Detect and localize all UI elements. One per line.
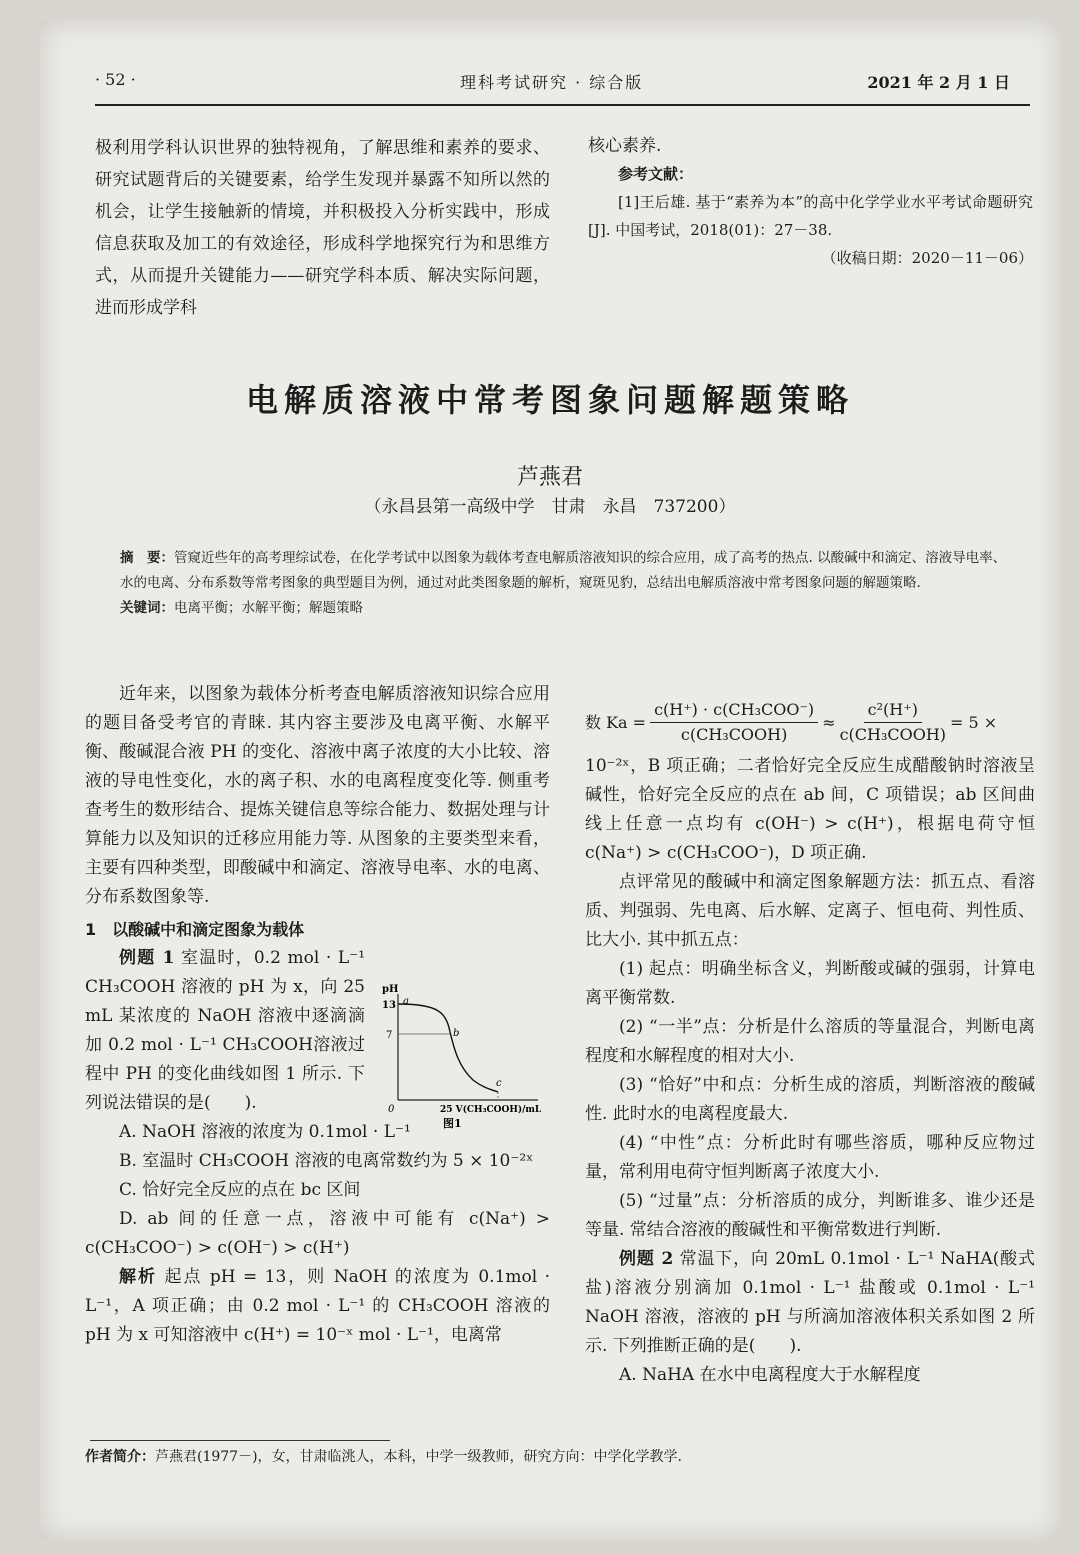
article-title: 电解质溶液中常考图象问题解题策略 bbox=[245, 381, 854, 419]
point-2: (2) “一半”点：分析是什么溶质的等量混合，判断电离程度和水解程度的相对大小. bbox=[585, 1017, 1035, 1066]
intro-paragraph: 近年来，以图象为载体分析考查电解质溶液知识综合应用的题目备受考官的青睐. 其内容主要涉及电离平衡、水解平衡、酸碱混合液 PH 的变化、溶液中离子浓度的大小比较、溶液的导电性变化，水的离子积、水的电离程度变化等. 侧重考查考生的数形结合、提炼关键信息等综合能力、数据处理与计算能力以及知识的迁移应用能力等. 从图象的主要类型来看，主要有四种类型，即酸碱中和滴定、溶液导电率、水的电离、分布系数图象等. bbox=[85, 684, 550, 907]
formula-approx: ≈ bbox=[822, 712, 836, 732]
author-bio-text: 芦燕君(1977－)，女，甘肃临洮人，本科，中学一级教师，研究方向：中学化学教学. bbox=[155, 1449, 683, 1465]
option-d: D. ab 间的任意一点，溶液中可能有 c(Na⁺) > c(CH₃COO⁻) > c(OH⁻) > c(H⁺) bbox=[85, 1209, 550, 1258]
point-4: (4) “中性”点：分析此时有哪些溶质，哪种反应物过量，常利用电荷守恒判断离子浓度大小. bbox=[585, 1133, 1035, 1182]
fraction-1 bbox=[650, 698, 818, 747]
option-a: A. NaOH 溶液的浓度为 0.1mol · L⁻¹ bbox=[119, 1122, 411, 1142]
keywords-text: 电离平衡；水解平衡；解题策略 bbox=[174, 600, 363, 616]
figure-1-caption: 图1 bbox=[443, 1117, 462, 1130]
right-paragraph-1: 10⁻²ˣ，B 项正确；二者恰好完全反应生成醋酸钠时溶液呈碱性，恰好完全反应的点在 ab 间，C 项错误；ab 区间曲线上任意一点均有 c(OH⁻) > c(H⁺)，根据电荷守恒 c(Na⁺) > c(CH₃COO⁻)，D 项正确. bbox=[585, 756, 1035, 863]
example-1 bbox=[85, 944, 365, 1118]
keywords-label: 关键词： bbox=[120, 600, 174, 616]
fraction-1-denominator: c(CH₃COOH) bbox=[680, 724, 788, 744]
references-title: 参考文献： bbox=[618, 165, 694, 183]
fraction-2 bbox=[840, 698, 946, 747]
author-bio bbox=[85, 1446, 1020, 1466]
point-3: (3) “恰好”中和点：分析生成的溶质，判断溶液的酸碱性. 此时水的电离程度最大. bbox=[585, 1075, 1035, 1124]
abstract-label: 摘 要： bbox=[120, 550, 174, 566]
prev-article-right bbox=[588, 132, 1033, 272]
issue-date: 2021 年 2 月 1 日 bbox=[867, 73, 1010, 92]
reference-1: [1]王后雄. 基于“素养为本”的高中化学学业水平考试命题研究[J]. 中国考试，2018(01)：27－38. bbox=[588, 193, 1033, 239]
right-column bbox=[585, 692, 1035, 1390]
figure-1-point-a: a bbox=[403, 996, 409, 1007]
example-2-option-a: A. NaHA 在水中电离程度大于水解程度 bbox=[619, 1365, 921, 1385]
author-bio-label: 作者简介： bbox=[85, 1449, 155, 1465]
analysis bbox=[85, 1263, 550, 1350]
figure-1 bbox=[378, 982, 548, 1132]
figure-1-tick-13: 13 bbox=[382, 1000, 396, 1011]
article-author: 芦燕君 bbox=[516, 465, 583, 490]
abstract-text: 管窥近些年的高考理综试卷，在化学考试中以图象为载体考查电解质溶液知识的综合应用，成了高考的热点. 以酸碱中和滴定、溶液导电率、水的电离、分布系数等常考图象的典型题目为例，通过对此类图象题的解析，窥斑见豹，总结出电解质溶液中常考图象问题的解题策略. bbox=[120, 550, 1007, 591]
prev-article-end: 核心素养. bbox=[588, 136, 662, 156]
example-2-text: 常温下，向 20mL 0.1mol · L⁻¹ NaHA(酸式盐)溶液分别滴加 0.1mol · L⁻¹ 盐酸或 0.1mol · L⁻¹ NaOH 溶液，溶液的 pH 与所滴加溶液体积关系如图 2 所示. 下列推断正确的是( ). bbox=[585, 1249, 1035, 1356]
footer-rule bbox=[90, 1440, 390, 1441]
header-rule bbox=[95, 104, 1030, 106]
analysis-label: 解析 bbox=[119, 1267, 158, 1287]
option-b: B. 室温时 CH₃COOH 溶液的电离常数约为 5 × 10⁻²ˣ bbox=[119, 1151, 534, 1171]
figure-1-point-c: c bbox=[496, 1078, 502, 1089]
fraction-2-numerator: c²(H⁺) bbox=[864, 698, 922, 723]
keywords bbox=[120, 596, 1010, 621]
point-1: (1) 起点：明确坐标含义，判断酸或碱的强弱，计算电离平衡常数. bbox=[585, 959, 1035, 1008]
example-1-text: 室温时，0.2 mol · L⁻¹ CH₃COOH 溶液的 pH 为 x，向 25 mL 某浓度的 NaOH 溶液中逐滴滴加 0.2 mol · L⁻¹ CH₃COOH溶液过程中 PH 的变化曲线如图 1 所示. 下列说法错误的是( ). bbox=[85, 948, 366, 1113]
prev-article-left bbox=[95, 132, 550, 324]
journal-page bbox=[40, 20, 1060, 1540]
figure-1-origin: 0 bbox=[388, 1104, 395, 1115]
abstract bbox=[120, 546, 1010, 596]
figure-1-curve bbox=[398, 1004, 498, 1092]
figure-1-point-b: b bbox=[453, 1028, 460, 1039]
figure-1-y-label: pH bbox=[382, 984, 399, 995]
formula-result: = 5 × bbox=[950, 712, 998, 732]
prev-article-text: 极利用学科认识世界的独特视角，了解思维和素养的要求、研究试题背后的关键要素，给学生发现并暴露不知所以然的机会，让学生接触新的情境，并积极投入分析实践中，形成信息获取及加工的有效途径，形成科学地探究行为和思维方式，从而提升关键能力——研究学科本质、解决实际问题，进而形成学科 bbox=[95, 138, 550, 318]
received-date: （收稿日期：2020－11－06） bbox=[821, 249, 1033, 267]
example-1-label: 例题 1 bbox=[119, 948, 175, 968]
example-2-label: 例题 2 bbox=[619, 1249, 674, 1269]
fraction-1-numerator: c(H⁺) · c(CH₃COO⁻) bbox=[650, 698, 818, 723]
ka-formula bbox=[585, 692, 1035, 752]
figure-1-x-label: 25 V(CH₃COOH)/mL bbox=[440, 1105, 542, 1115]
section-1-heading: 1 以酸碱中和滴定图象为载体 bbox=[85, 920, 305, 939]
author-affiliation: （永昌县第一高级中学 甘肃 永昌 737200） bbox=[364, 497, 736, 517]
point-5: (5) “过量”点：分析溶质的成分，判断谁多、谁少还是等量. 常结合溶液的酸碱性和平衡常数进行判断. bbox=[585, 1191, 1035, 1240]
abstract-block bbox=[120, 546, 1010, 621]
page-number: · 52 · bbox=[95, 70, 136, 89]
figure-1-tick-7: 7 bbox=[386, 1030, 393, 1041]
formula-prefix: 数 Ka = bbox=[585, 712, 647, 732]
comment-paragraph: 点评常见的酸碱中和滴定图象解题方法：抓五点、看溶质、判强弱、先电离、后水解、定离子、恒电荷、判性质、比大小. 其中抓五点： bbox=[585, 872, 1035, 950]
analysis-text: 起点 pH = 13，则 NaOH 的浓度为 0.1mol · L⁻¹，A 项正确；由 0.2 mol · L⁻¹ 的 CH₃COOH 溶液的 pH 为 x 可知溶液中 c(H⁺) = 10⁻ˣ mol · L⁻¹，电离常 bbox=[85, 1267, 551, 1345]
journal-name: 理科考试研究 · 综合版 bbox=[460, 73, 644, 92]
example-2 bbox=[585, 1245, 1035, 1361]
option-c: C. 恰好完全反应的点在 bc 区间 bbox=[119, 1180, 361, 1200]
fraction-2-denominator: c(CH₃COOH) bbox=[839, 724, 947, 744]
